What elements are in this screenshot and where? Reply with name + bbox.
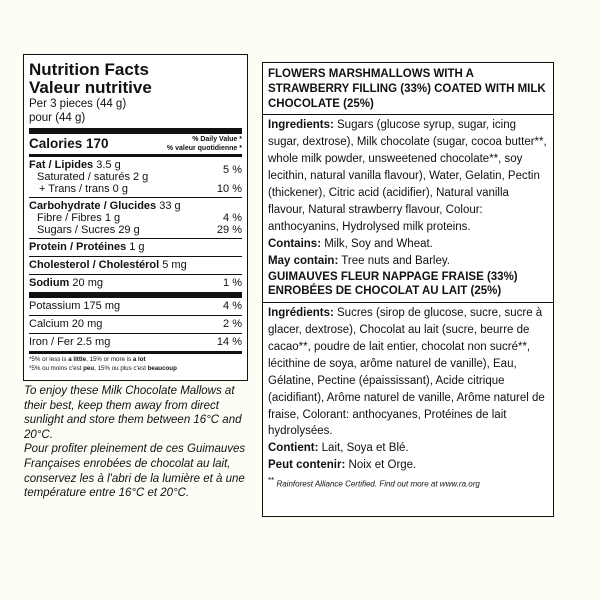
protein-row: [29, 239, 242, 256]
may-contain-fr: Peut contenir: Noix et Orge.: [268, 459, 417, 472]
potassium-percent: 4 %: [223, 300, 242, 312]
daily-value-header-en: % Daily Value *: [192, 136, 242, 143]
may-contain-en: May contain: Tree nuts and Barley.: [268, 254, 450, 267]
footnote-fr: *5% ou moins c'est peu, 15% ou plus c'est beaucoup: [29, 364, 177, 372]
daily-value-footnote: [29, 354, 242, 373]
rainforest-alliance-note: ** Rainforest Alliance Certified. Find out more at www.ra.org: [268, 476, 480, 489]
daily-value-header-fr: % valeur quotidienne *: [166, 144, 242, 152]
product-name-en: FLOWERS MARSHMALLOWS WITH A STRAWBERRY FILLING (33%) COATED WITH MILK CHOCOLATE (25%): [268, 68, 546, 110]
protein-label: Protein / Protéines: [29, 241, 127, 253]
divider: [263, 114, 553, 115]
serving-size-fr: pour (44 g): [29, 112, 86, 124]
ingredients-label-en: Ingredients:: [268, 119, 334, 132]
carbohydrate-amount: 33 g: [156, 200, 181, 212]
calcium-percent: 2 %: [223, 318, 242, 330]
footnote-en: *5% or less is a little, 15% or more is a lot: [29, 356, 146, 363]
nutrition-title-en: Nutrition Facts: [29, 60, 149, 79]
fat-percent: 5 %: [223, 164, 242, 176]
contains-fr: Contient: Lait, Soya et Blé.: [268, 442, 409, 455]
contains-en: Contains: Milk, Soy and Wheat.: [268, 237, 433, 250]
calories-label: Calories 170: [29, 136, 109, 151]
ingredients-list-fr: Ingrédients: Sucres (sirop de glucose, sucre, sucre à glacer, dextrose), Chocolat au lait (sucre, beurre de cacao**, poudre de lait entier, chocolat non sucré**, lécithine de soya, arôme naturel de vanille), Eau, Gélatine, Pectine (épaississant), Acide citrique (acidifiant), Arôme naturel de vanille, Arôme naturel de fraise, Colorant: anthocyanes, Protéines de lait hydrolysées.: [268, 307, 545, 438]
saturated-fat: Saturated / saturés 2 g: [37, 171, 149, 183]
carbohydrate-group: [29, 198, 242, 238]
protein-amount: 1 g: [126, 241, 145, 253]
storage-instructions: [24, 384, 252, 501]
carbohydrate-label: Carbohydrate / Glucides: [29, 200, 157, 212]
calcium-row: [29, 316, 242, 333]
ingredients-list-en: Ingredients: Sugars (glucose syrup, sugar, icing sugar, dextrose), Milk chocolate (sugar, cocoa butter**, whole milk powder, unsweetened chocolate**, soy lecithin, natural vanilla flavour), Water, Gelatin, Pectin (thickener), Citric acid (acidifier), Natural vanilla flavour, Natural strawberry flavour, Colour: anthocyanins, Hydrolysed milk proteins.: [268, 119, 547, 233]
daily-value-header: [167, 136, 242, 153]
calcium-amount: Calcium 20 mg: [29, 318, 103, 330]
sodium-row: [29, 275, 242, 292]
sodium-amount: 20 mg: [69, 277, 103, 289]
potassium-amount: Potassium 175 mg: [29, 300, 121, 312]
iron-amount: Iron / Fer 2.5 mg: [29, 336, 111, 348]
fibre-percent: 4 %: [223, 212, 242, 224]
cholesterol-label: Cholesterol / Cholestérol: [29, 259, 160, 271]
nutrition-title-fr: Valeur nutritive: [29, 78, 152, 97]
nutrition-facts-panel: [23, 54, 248, 381]
ingredients-panel: [262, 62, 554, 517]
iron-row: [29, 334, 242, 351]
fat-label: Fat / Lipides: [29, 159, 94, 171]
sugars-percent: 29 %: [216, 224, 242, 236]
cholesterol-amount: 5 mg: [159, 259, 187, 271]
storage-text-fr: Pour profiter pleinement de ces Guimauves Françaises enrobées de chocolat au lait, conservez les à l'abri de la lumière et à une température entre 16°C et 20°C.: [24, 443, 246, 500]
calories-row: [29, 134, 242, 154]
product-name-fr: GUIMAUVES FLEUR NAPPAGE FRAISE (33%) ENROBÉES DE CHOCOLAT AU LAIT (25%): [268, 270, 518, 298]
sodium-label: Sodium: [29, 277, 70, 289]
fat-amount: 3.5 g: [93, 159, 121, 171]
sodium-percent: 1 %: [223, 277, 242, 289]
trans-fat: + Trans / trans 0 g: [39, 183, 128, 195]
storage-text-en: To enjoy these Milk Chocolate Mallows at their best, keep them away from direct sunlight and store them between 16°C and 20°C.: [24, 385, 242, 441]
iron-percent: 14 %: [216, 336, 242, 348]
cholesterol-row: [29, 257, 242, 274]
divider: [263, 302, 553, 303]
sat-trans-percent: 10 %: [216, 183, 242, 195]
sugars-amount: Sugars / Sucres 29 g: [37, 224, 140, 236]
ingredients-label-fr: Ingrédients:: [268, 307, 334, 320]
fibre-amount: Fibre / Fibres 1 g: [37, 212, 121, 224]
serving-size-en: Per 3 pieces (44 g): [29, 98, 127, 110]
potassium-row: [29, 298, 242, 315]
fat-group: [29, 157, 242, 197]
